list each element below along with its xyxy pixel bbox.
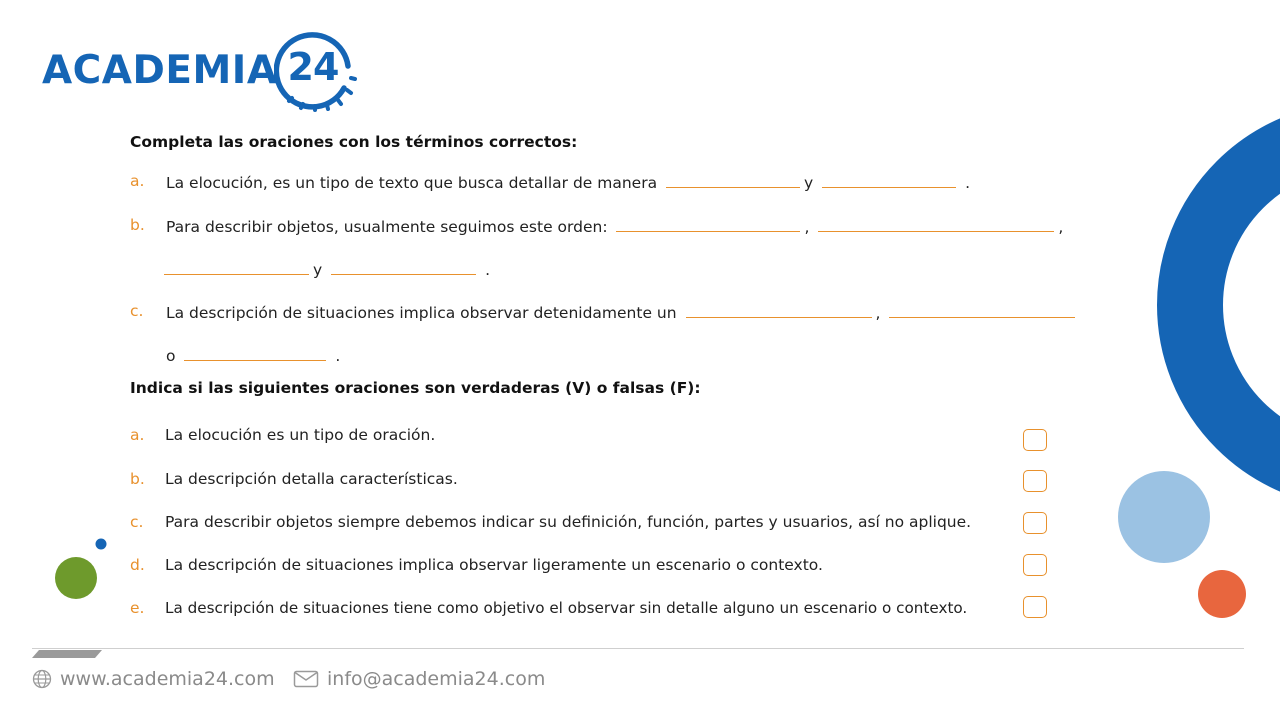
vf-item-a-text: La elocución es un tipo de oración. [165, 426, 436, 444]
vf-item-e-text: La descripción de situaciones tiene como objetivo el observar sin detalle alguno un escenario o contexto. [165, 599, 968, 617]
sentence-c-continued [166, 345, 340, 365]
sentence-a [166, 172, 970, 192]
blank-c2[interactable] [889, 302, 1075, 318]
vf-item-b-text: La descripción detalla características. [165, 470, 458, 488]
period: . [485, 261, 490, 279]
vf-item-c-letter: c. [130, 513, 144, 531]
vf-item-d-text: La descripción de situaciones implica observar ligeramente un escenario o contexto. [165, 556, 823, 574]
conj-o: o [166, 347, 176, 365]
academia24-logo [42, 28, 362, 112]
vf-item-d-letter: d. [130, 556, 145, 574]
conj-y: y [804, 174, 814, 192]
mail-icon [293, 670, 319, 688]
sentence-b [166, 216, 1063, 236]
blank-b2[interactable] [818, 216, 1054, 232]
vf-answer-box-a[interactable] [1023, 429, 1047, 451]
blank-b3[interactable] [164, 259, 309, 275]
globe-icon [32, 669, 52, 689]
vf-item-b-letter: b. [130, 470, 145, 488]
footer-website[interactable] [32, 668, 275, 690]
website-text: www.academia24.com [60, 668, 275, 690]
vf-answer-box-d[interactable] [1023, 554, 1047, 576]
sentence-c [166, 302, 1079, 322]
blank-c1[interactable] [686, 302, 872, 318]
item-b-letter: b. [130, 216, 145, 234]
blue-arc-decoration [1190, 135, 1280, 475]
item-c-letter: c. [130, 302, 144, 320]
blank-c3[interactable] [184, 345, 326, 361]
comma: , [1058, 218, 1064, 236]
item-a-letter: a. [130, 172, 145, 190]
logo-text: ACADEMIA [42, 48, 278, 93]
comma: , [875, 304, 881, 322]
light-blue-circle-decoration [1118, 471, 1210, 563]
footer-divider [32, 648, 1244, 649]
sentence-b-continued [160, 259, 490, 279]
footer-email[interactable] [293, 668, 545, 690]
conj-y: y [313, 261, 323, 279]
sentence-c-text: La descripción de situaciones implica observar detenidamente un [166, 304, 677, 322]
sentence-a-text: La elocución, es un tipo de texto que busca detallar de manera [166, 174, 658, 192]
blank-b1[interactable] [616, 216, 800, 232]
comma: , [804, 218, 810, 236]
logo-mark [274, 28, 358, 112]
period: . [965, 174, 971, 192]
vf-answer-box-c[interactable] [1023, 512, 1047, 534]
red-circle-decoration [1198, 570, 1246, 618]
blue-dot-decoration [96, 539, 107, 550]
vf-item-c-text: Para describir objetos siempre debemos indicar su definición, función, partes y usuarios, así no aplique. [165, 513, 972, 531]
vf-item-a-letter: a. [130, 426, 145, 444]
vf-answer-box-b[interactable] [1023, 470, 1047, 492]
period: . [335, 347, 341, 365]
vf-item-e-letter: e. [130, 599, 145, 617]
blank-b4[interactable] [331, 259, 476, 275]
email-text: info@academia24.com [327, 668, 546, 690]
blank-a1[interactable] [666, 172, 800, 188]
logo-number: 24 [287, 45, 339, 89]
blank-a2[interactable] [822, 172, 956, 188]
sentence-b-text: Para describir objetos, usualmente seguimos este orden: [166, 218, 608, 236]
green-circle-decoration [55, 557, 97, 599]
section2-title: Indica si las siguientes oraciones son verdaderas (V) o falsas (F): [130, 379, 701, 397]
vf-answer-box-e[interactable] [1023, 596, 1047, 618]
section1-title: Completa las oraciones con los términos correctos: [130, 133, 578, 151]
footer-accent-tab [32, 650, 102, 658]
